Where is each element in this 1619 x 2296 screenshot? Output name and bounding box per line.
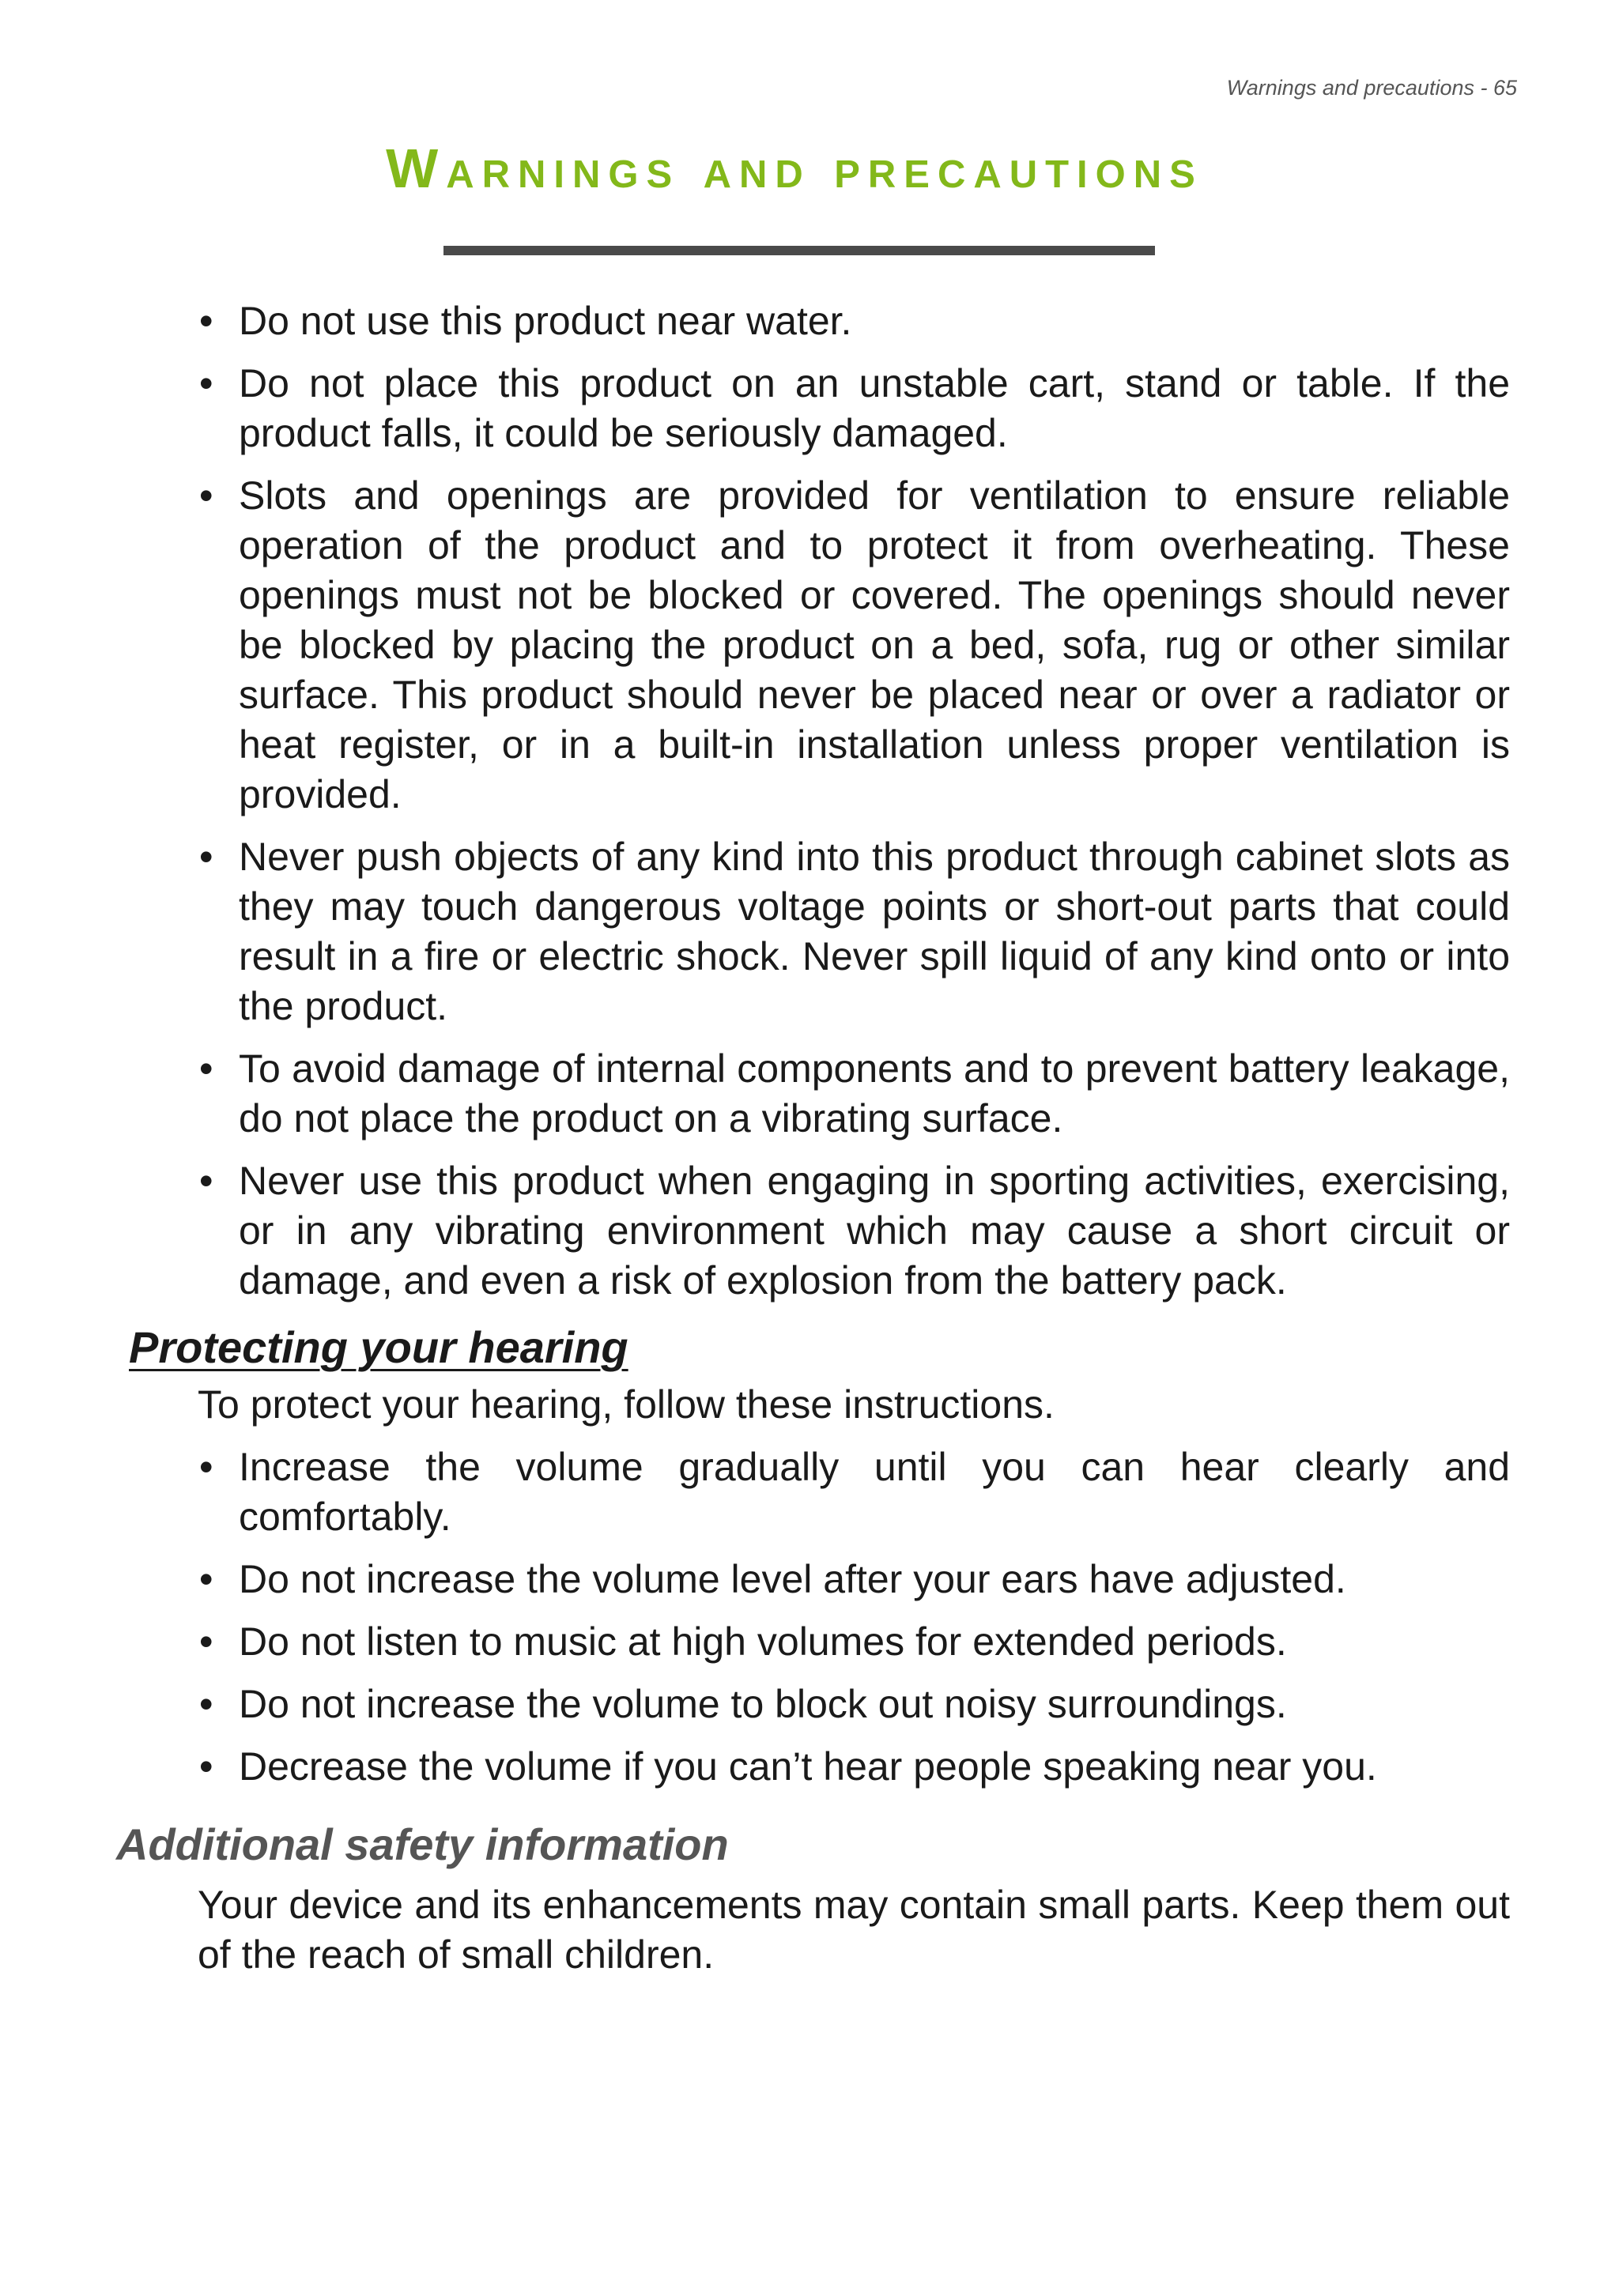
hearing-item [199, 1680, 1510, 1729]
warning-item [199, 471, 1510, 820]
additional-safety-body: Your device and its enhancements may contain small parts. Keep them out of the reach of small children. [198, 1883, 1510, 1977]
bullet-icon: • [199, 299, 213, 343]
hearing-item [199, 1555, 1510, 1604]
chapter-title: Warnings and precautions [386, 138, 1203, 199]
bullet-icon: • [199, 1682, 213, 1726]
hearing-intro: To protect your hearing, follow these instructions. [198, 1382, 1055, 1427]
hearing-list [0, 1442, 1619, 1792]
warning-item [199, 832, 1510, 1031]
warning-text: To avoid damage of internal components and to prevent battery leakage, do not place the product on a vibrating surface. [239, 1046, 1510, 1140]
hearing-text: Do not listen to music at high volumes for extended periods. [239, 1619, 1287, 1664]
warning-text: Never push objects of any kind into this product through cabinet slots as they may touch dangerous voltage points or short-out parts that could result in a fire or electric shock. Never spill liquid of any kind onto or into the product. [239, 835, 1510, 1028]
hearing-text: Do not increase the volume level after your ears have adjusted. [239, 1557, 1346, 1601]
bullet-icon: • [199, 1557, 213, 1601]
bullet-icon: • [199, 1159, 213, 1203]
warning-text: Slots and openings are provided for ventilation to ensure reliable operation of the product and to protect it from overheating. These openings must not be blocked or covered. The openings should never be blocked by placing the product on a bed, sofa, rug or other similar surface. This product should never be placed near or over a radiator or heat register, or in a built-in installation unless proper ventilation is provided. [239, 473, 1510, 816]
hearing-item [199, 1617, 1510, 1667]
additional-safety-heading: Additional safety information [116, 1819, 729, 1869]
page-content [0, 296, 1619, 1980]
hearing-heading: Protecting your hearing [129, 1322, 628, 1372]
running-header: Warnings and precautions - 65 [1226, 76, 1517, 100]
hearing-item [199, 1442, 1510, 1542]
warning-item [199, 359, 1510, 458]
bullet-icon: • [199, 1744, 213, 1789]
warning-item [199, 296, 1510, 346]
hearing-text: Increase the volume gradually until you can hear clearly and comfortably. [239, 1445, 1510, 1539]
bullet-icon: • [199, 835, 213, 879]
warning-text: Do not place this product on an unstable cart, stand or table. If the product falls, it could be seriously damaged. [239, 361, 1510, 455]
warning-text: Never use this product when engaging in sporting activities, exercising, or in any vibrating environment which may cause a short circuit or damage, and even a risk of explosion from the battery pack. [239, 1159, 1510, 1303]
bullet-icon: • [199, 473, 213, 518]
bullet-icon: • [199, 361, 213, 405]
title-divider [443, 246, 1155, 255]
hearing-text: Decrease the volume if you can’t hear people speaking near you. [239, 1744, 1377, 1789]
warnings-list [0, 296, 1619, 1306]
bullet-icon: • [199, 1619, 213, 1664]
warning-item [199, 1044, 1510, 1144]
bullet-icon: • [199, 1445, 213, 1489]
bullet-icon: • [199, 1046, 213, 1091]
warning-item [199, 1156, 1510, 1306]
hearing-item [199, 1742, 1510, 1792]
hearing-text: Do not increase the volume to block out noisy surroundings. [239, 1682, 1287, 1726]
warning-text: Do not use this product near water. [239, 299, 852, 343]
